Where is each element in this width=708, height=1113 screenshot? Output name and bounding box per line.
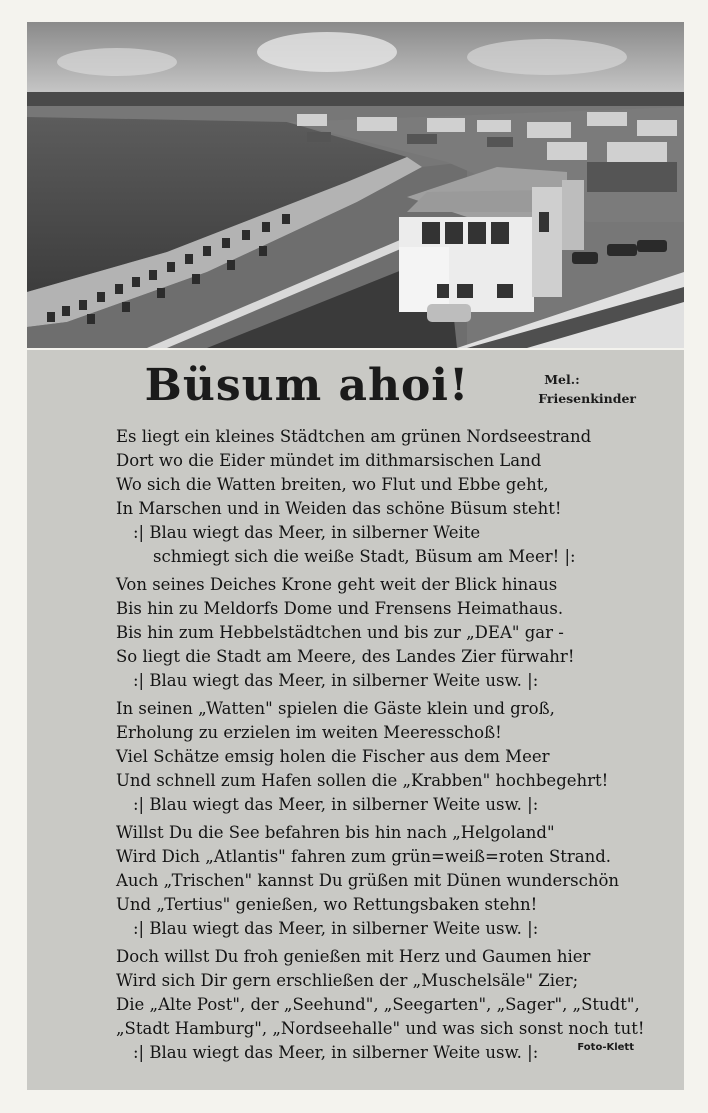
lyric-line: So liegt die Stadt am Meere, des Landes Zier fürwahr! <box>116 647 575 666</box>
melody-note <box>538 370 636 408</box>
song-panel <box>27 350 684 1090</box>
lyric-line: „Stadt Hamburg", „Nordseehalle" und was sich sonst noch tut! <box>116 1019 645 1038</box>
lyric-line: Wird sich Dir gern erschließen der „Muschelsäle" Zier; <box>116 971 579 990</box>
refrain-line: :| Blau wiegt das Meer, in silberner Weite <box>133 523 481 542</box>
lyric-line: Auch „Trischen" kannst Du grüßen mit Dünen wunderschön <box>116 871 620 890</box>
lyric-line: Und schnell zum Hafen sollen die „Krabben" hochbegehrt! <box>116 771 609 790</box>
melody-name: Friesenkinder <box>538 391 636 406</box>
refrain-line: :| Blau wiegt das Meer, in silberner Weite usw. |: <box>133 919 539 938</box>
lyric-line: Erholung zu erzielen im weiten Meeresschoß! <box>116 723 502 742</box>
lyric-line: In Marschen und in Weiden das schöne Büsum steht! <box>116 499 562 518</box>
song-title: Büsum ahoi! <box>144 360 470 411</box>
lyric-line: Die „Alte Post", der „Seehund", „Seegarten", „Sager", „Studt", <box>116 995 640 1014</box>
lyric-line: Wo sich die Watten breiten, wo Flut und Ebbe geht, <box>116 475 549 494</box>
refrain-line: :| Blau wiegt das Meer, in silberner Weite usw. |: <box>133 671 539 690</box>
refrain-line: :| Blau wiegt das Meer, in silberner Weite usw. |: <box>133 1043 539 1062</box>
lyric-line: Doch willst Du froh genießen mit Herz und Gaumen hier <box>116 947 591 966</box>
lyric-line: Dort wo die Eider mündet im dithmarsischen Land <box>116 451 542 470</box>
lyric-line: Wird Dich „Atlantis" fahren zum grün=weiß=roten Strand. <box>116 847 612 866</box>
refrain-line: :| Blau wiegt das Meer, in silberner Weite usw. |: <box>133 795 539 814</box>
lyric-line: Und „Tertius" genießen, wo Rettungsbaken stehn! <box>116 895 538 914</box>
beach-town-photo-illustration <box>27 22 684 348</box>
lyric-line: Viel Schätze emsig holen die Fischer aus dem Meer <box>116 747 550 766</box>
photo-credit: Foto-Klett <box>577 1042 634 1053</box>
lyric-line: Es liegt ein kleines Städtchen am grünen Nordseestrand <box>116 427 592 446</box>
melody-label: Mel.: <box>544 372 580 387</box>
lyric-line: Bis hin zu Meldorfs Dome und Frensens Heimathaus. <box>116 599 564 618</box>
beach-town-photo <box>27 22 684 348</box>
lyric-line: Willst Du die See befahren bis hin nach „Helgoland" <box>116 823 555 842</box>
refrain-line: schmiegt sich die weiße Stadt, Büsum am Meer! |: <box>153 547 576 566</box>
lyric-line: Bis hin zum Hebbelstädtchen und bis zur „DEA" gar - <box>116 623 564 642</box>
lyric-line: Von seines Deiches Krone geht weit der Blick hinaus <box>116 575 558 594</box>
lyric-line: In seinen „Watten" spielen die Gäste klein und groß, <box>116 699 555 718</box>
